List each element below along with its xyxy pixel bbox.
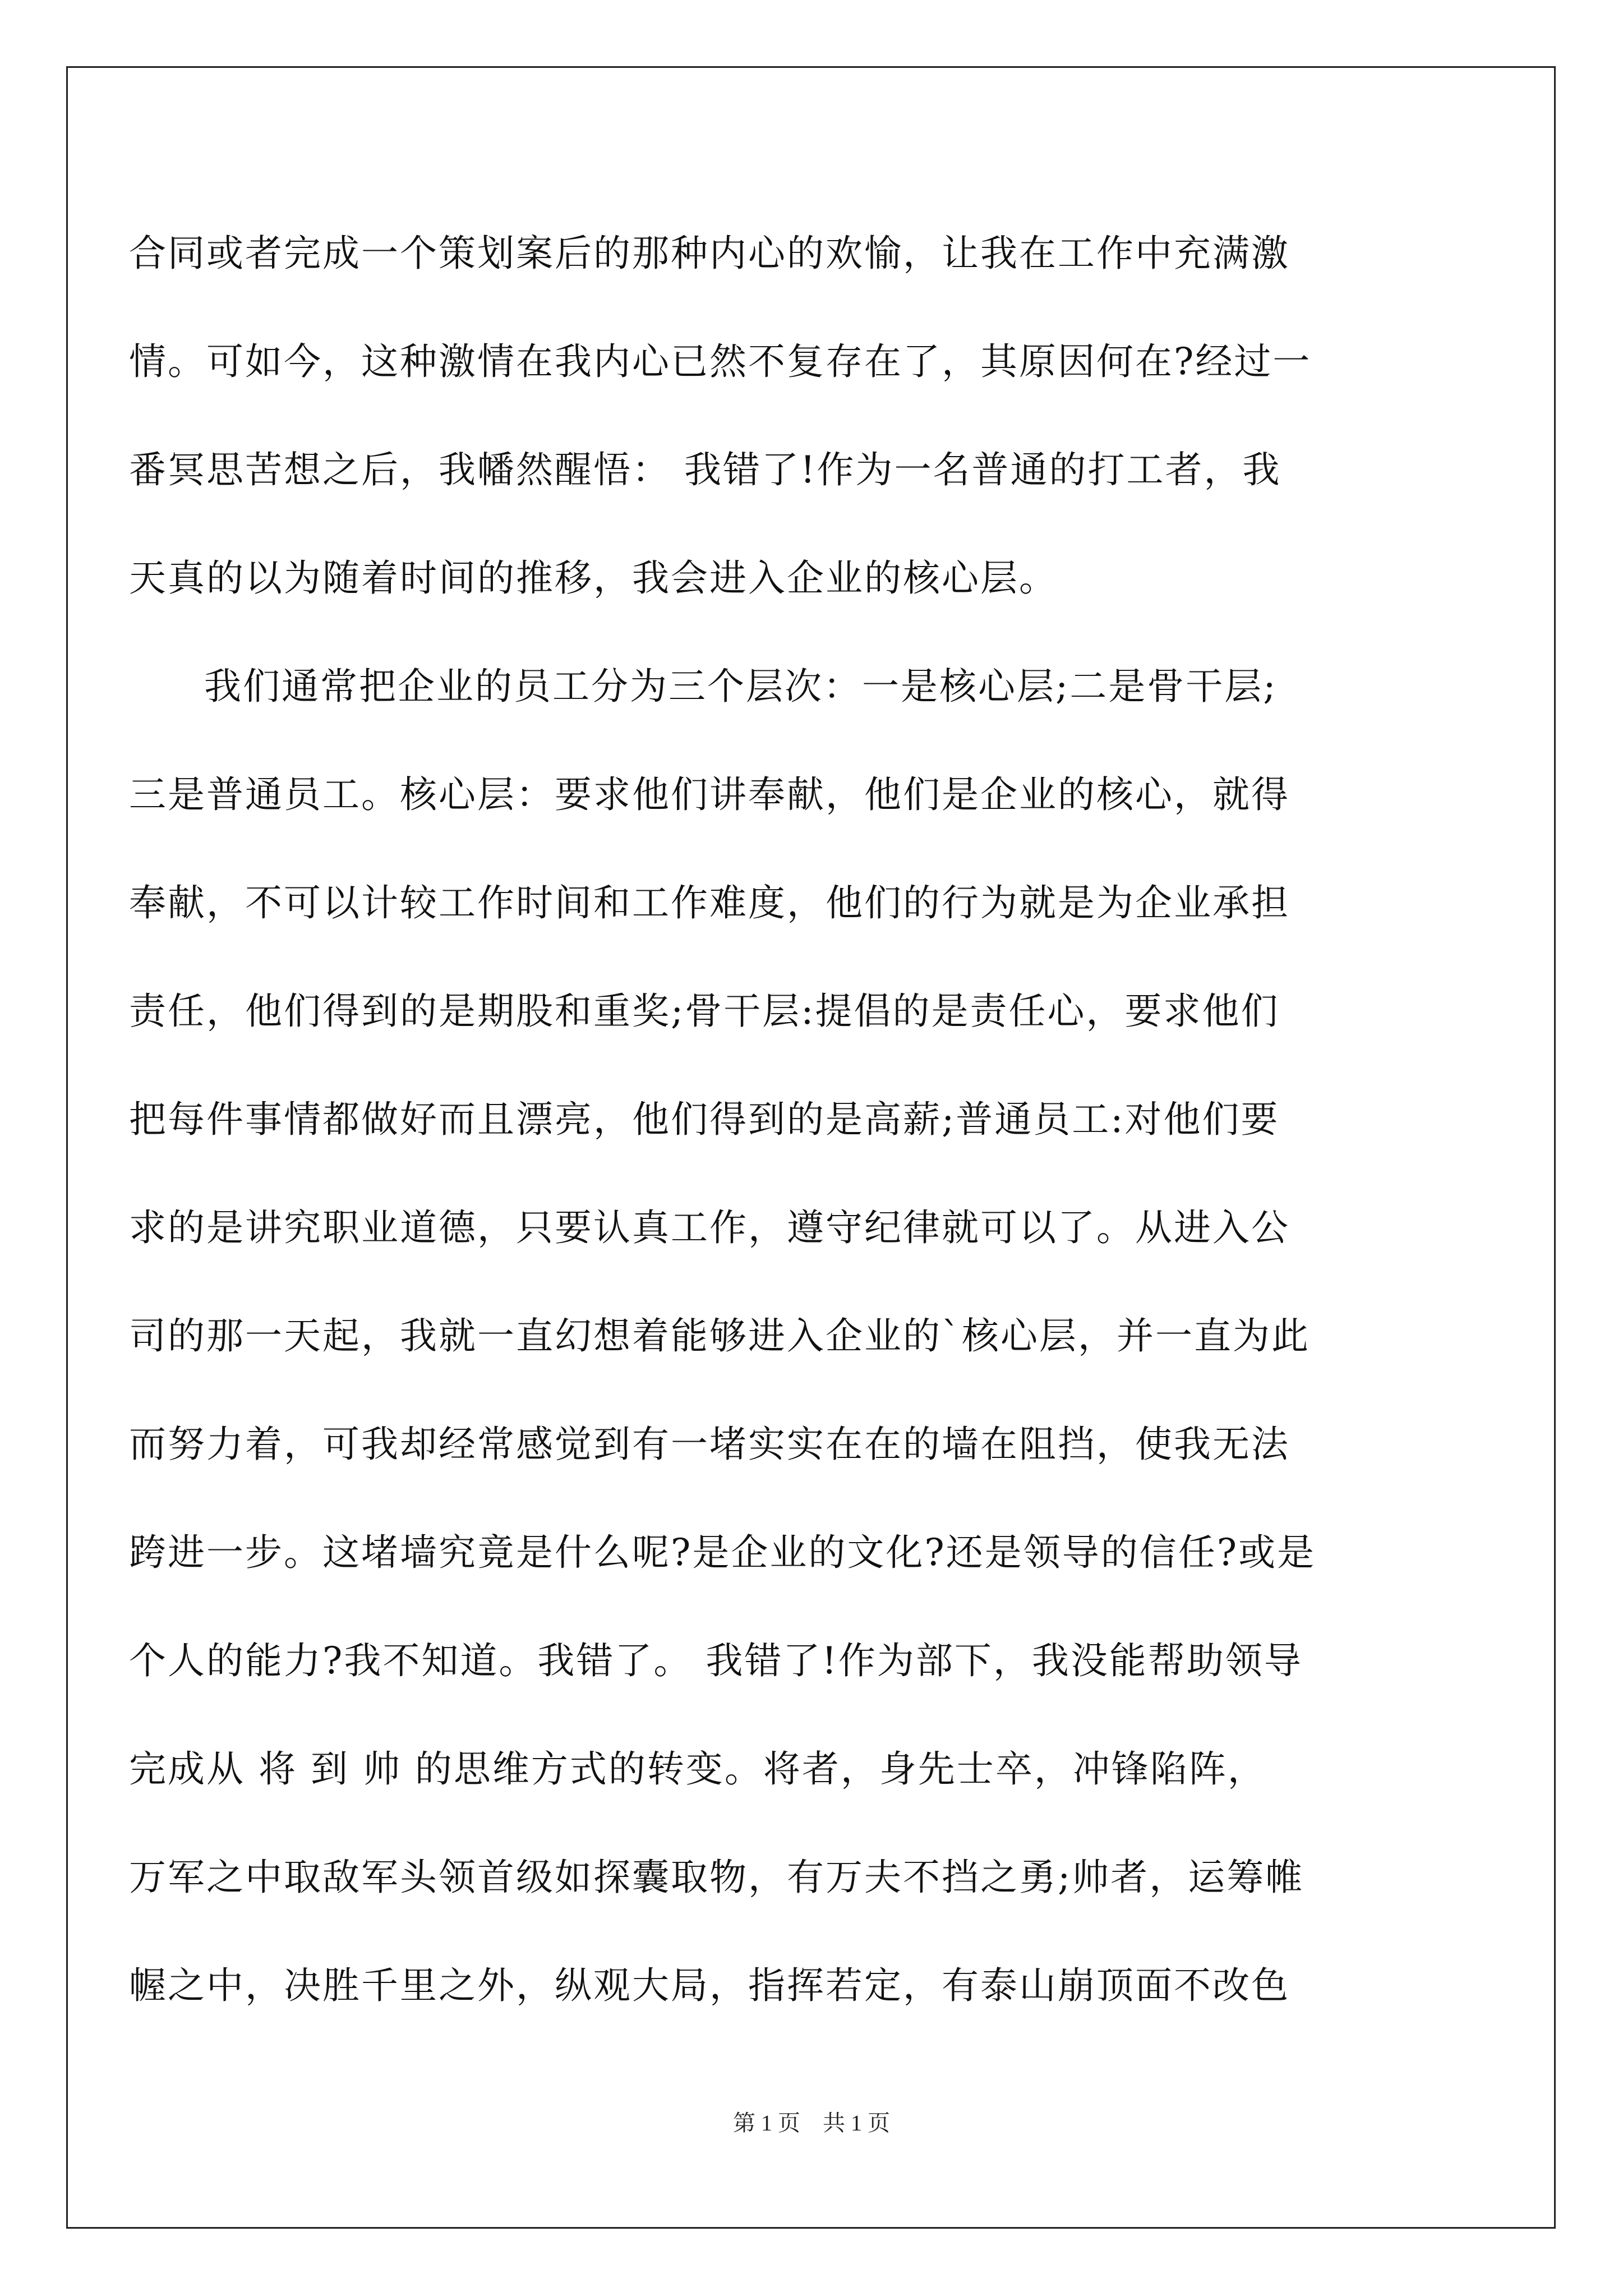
paragraph-first-line: 我们通常把企业的员工分为三个层次：一是核心层;二是骨干层; <box>204 665 1278 708</box>
page-footer: 第 1 页 共 1 页 <box>733 2110 890 2136</box>
text-line: 求的是讲究职业道德，只要认真工作，遵守纪律就可以了。从进入公 <box>129 1206 1290 1249</box>
text-line: 合同或者完成一个策划案后的那种内心的欢愉，让我在工作中充满激 <box>129 232 1290 275</box>
text-line: 个人的能力?我不知道。我错了。 我错了!作为部下，我没能帮助领导 <box>129 1639 1303 1682</box>
text-line: 奉献，不可以计较工作时间和工作难度，他们的行为就是为企业承担 <box>129 881 1290 924</box>
text-line: 责任，他们得到的是期股和重奖;骨干层:提倡的是责任心，要求他们 <box>129 990 1280 1033</box>
document-body <box>129 220 1430 2060</box>
text-line: 司的那一天起，我就一直幻想着能够进入企业的`核心层，并一直为此 <box>129 1314 1310 1358</box>
text-line: 三是普通员工。核心层：要求他们讲奉献，他们是企业的核心，就得 <box>129 773 1290 816</box>
text-line: 把每件事情都做好而且漂亮，他们得到的是高薪;普通员工:对他们要 <box>129 1098 1280 1141</box>
text-line: 跨进一步。这堵墙究竟是什么呢?是企业的文化?还是领导的信任?或是 <box>129 1531 1316 1574</box>
text-line: 番冥思苦想之后，我幡然醒悟： 我错了!作为一名普通的打工者，我 <box>129 448 1281 491</box>
text-line: 情。可如今，这种激情在我内心已然不复存在了，其原因何在?经过一 <box>129 340 1312 383</box>
text-line: 幄之中，决胜千里之外，纵观大局，指挥若定，有泰山崩顶面不改色 <box>129 1964 1290 2007</box>
text-line: 天真的以为随着时间的推移，我会进入企业的核心层。 <box>129 556 1058 600</box>
text-line: 万军之中取敌军头领首级如探囊取物，有万夫不挡之勇;帅者，运筹帷 <box>129 1856 1304 1899</box>
text-line: 完成从 将 到 帅 的思维方式的转变。将者，身先士卒，冲锋陷阵， <box>129 1747 1266 1791</box>
text-line: 而努力着，可我却经常感觉到有一堵实实在在的墙在阻挡，使我无法 <box>129 1423 1290 1466</box>
